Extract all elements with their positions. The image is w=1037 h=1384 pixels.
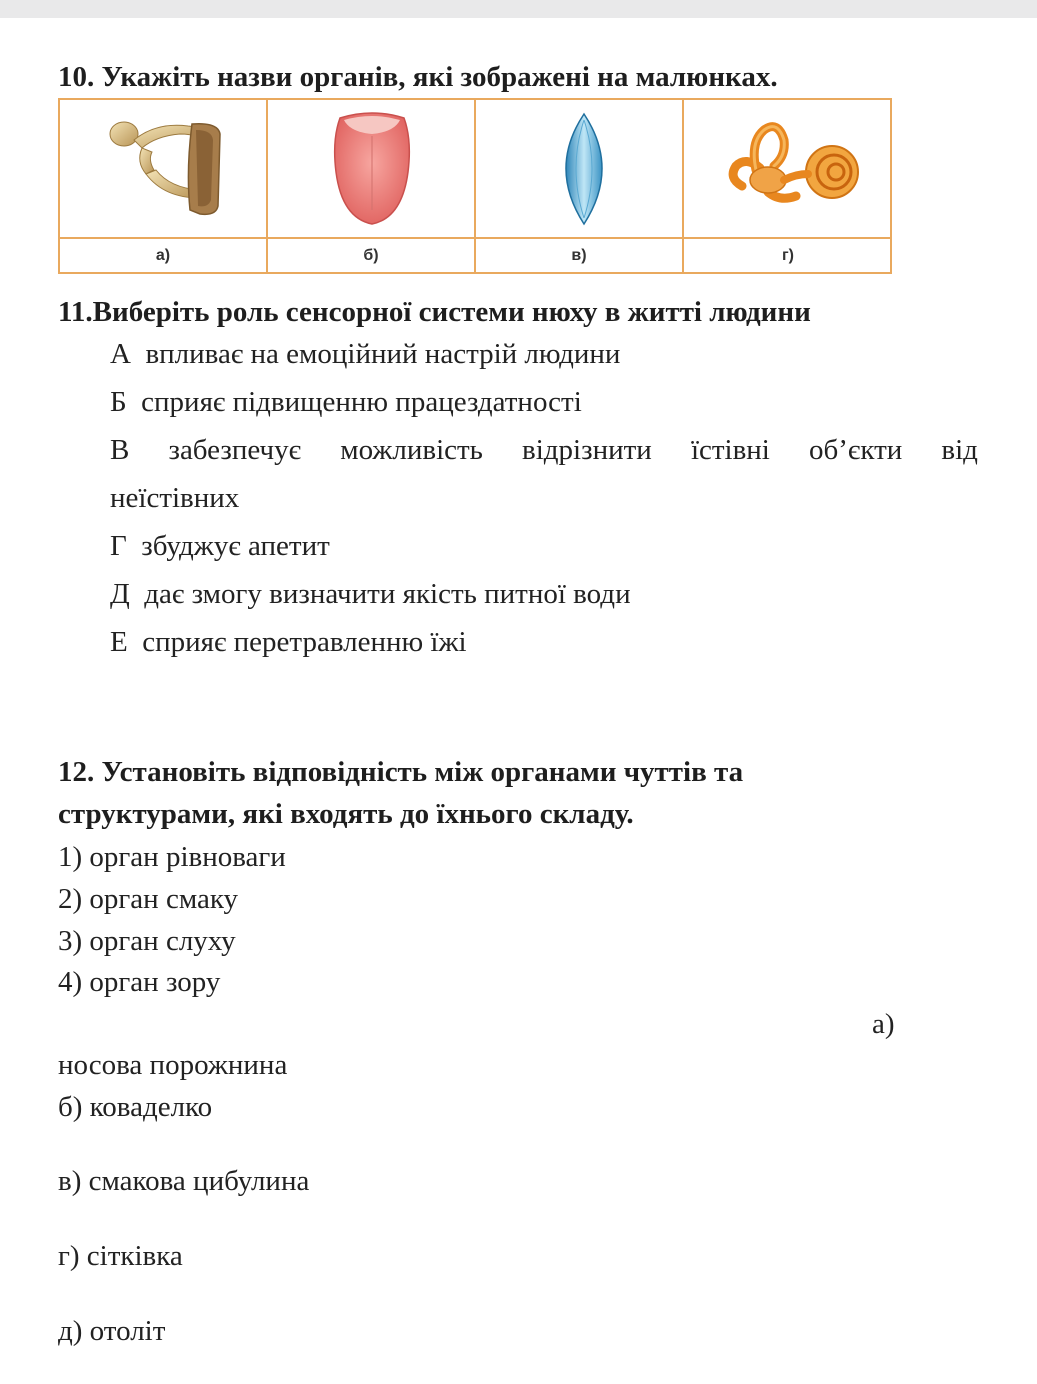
organ-item: 2) орган смаку xyxy=(58,883,239,915)
structure-item: б) коваделко xyxy=(58,1091,213,1123)
option-letter: Б xyxy=(110,386,127,418)
figure-label-a: а) xyxy=(60,239,268,272)
option-word: їстівні xyxy=(690,434,770,466)
figure-cell-d xyxy=(684,100,892,237)
option-letter: Д xyxy=(110,578,130,610)
figure-cell-c xyxy=(476,100,684,237)
figure-cell-b xyxy=(268,100,476,237)
figure-table xyxy=(58,98,892,274)
question-12-title-line1: 12. Установіть відповідність між органами чуттів та xyxy=(58,756,744,788)
question-10-title: 10. Укажіть назви органів, які зображені на малюнках. xyxy=(58,61,778,93)
option-e xyxy=(110,626,467,659)
option-text: дає змогу визначити якість питної води xyxy=(144,578,631,610)
option-letter: В xyxy=(110,434,130,466)
option-word: об’єкти xyxy=(809,434,903,466)
question-12-title-line2: структурами, які входять до їхнього складу. xyxy=(58,798,634,830)
figure-label-row xyxy=(60,237,890,272)
structure-a-text: носова порожнина xyxy=(58,1049,288,1081)
figure-cell-a xyxy=(60,100,268,237)
organ-item: 3) орган слуху xyxy=(58,925,236,957)
inner-ear-icon xyxy=(684,100,892,237)
option-letter: Г xyxy=(110,530,127,562)
option-word: від xyxy=(941,434,978,466)
option-a xyxy=(110,338,620,371)
option-text: сприяє підвищенню працездатності xyxy=(141,386,582,418)
option-text: впливає на емоційний настрій людини xyxy=(145,338,621,370)
structure-a-letter: а) xyxy=(872,1008,895,1040)
structure-item: д) отоліт xyxy=(58,1315,166,1347)
option-d xyxy=(110,578,631,611)
organ-item: 1) орган рівноваги xyxy=(58,841,286,873)
option-b xyxy=(110,386,582,419)
tongue-icon xyxy=(268,100,476,237)
top-bar xyxy=(0,0,1037,18)
option-letter: А xyxy=(110,338,131,370)
eye-lens-icon xyxy=(476,100,684,237)
option-word: забезпечує xyxy=(168,434,302,466)
option-text: збуджує апетит xyxy=(141,530,330,562)
figure-label-d: г) xyxy=(782,247,794,264)
stirrup-bone-icon xyxy=(60,100,268,237)
option-v xyxy=(110,434,978,467)
option-letter: Е xyxy=(110,626,128,658)
figure-label-b: б) xyxy=(268,239,476,272)
question-11-title: 11.Виберіть роль сенсорної системи нюху в житті людини xyxy=(58,296,811,328)
option-word: відрізнити xyxy=(522,434,652,466)
option-g xyxy=(110,530,330,563)
organ-item: 4) орган зору xyxy=(58,966,221,998)
structure-item: г) сітківка xyxy=(58,1240,183,1272)
option-v-continuation: неїстівних xyxy=(110,482,240,514)
option-text: сприяє перетравленню їжі xyxy=(142,626,467,658)
figure-label-c: в) xyxy=(476,239,684,272)
option-word: можливість xyxy=(340,434,483,466)
structure-item: в) смакова цибулина xyxy=(58,1165,310,1197)
